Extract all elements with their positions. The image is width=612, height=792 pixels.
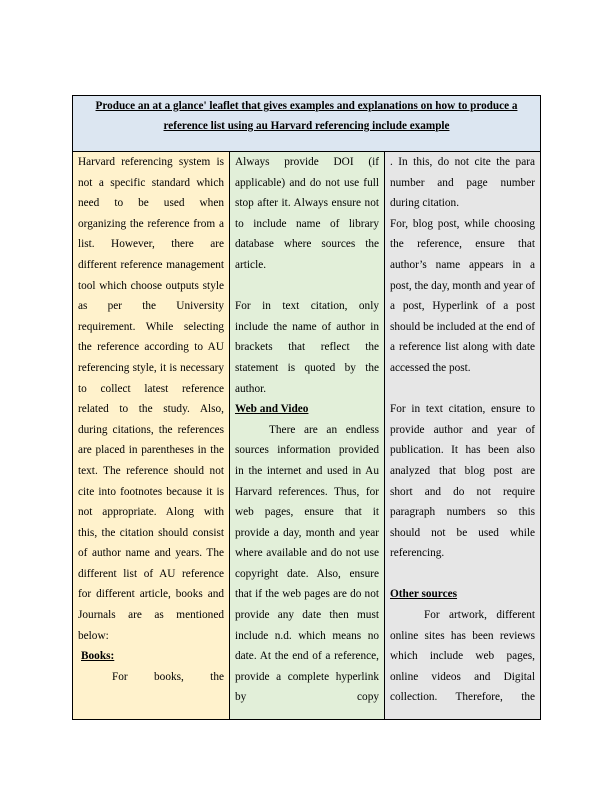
blog-post-paragraph: For, blog post, while choosing the reference, ensure that author’s name appears in a post, the day, month and year of a post, Hyperlink of a post should be included at the end of a reference list along with date accessed the post. bbox=[390, 217, 535, 374]
leaflet-title: Produce an at a glance' leaflet that gives examples and explanations on how to produce a reference list using au Harvard referencing include example bbox=[73, 96, 540, 152]
doi-paragraph: Always provide DOI (if applicable) and do not use full stop after it. Always ensure not to include name of library database where sources the article. bbox=[235, 156, 379, 271]
other-sources-heading: Other sources bbox=[390, 588, 458, 601]
para-number-paragraph: . In this, do not cite the para number and page number during citation. bbox=[390, 156, 535, 210]
books-paragraph: For books, the bbox=[112, 670, 224, 683]
leaflet-table bbox=[72, 95, 541, 720]
harvard-intro-paragraph: Harvard referencing system is not a specific standard which need to be used when organizing the reference from a list. However, there are different reference management tool which choose outputs style as per the University requirement. While selecting the reference according to AU referencing style, it is necessary to collect latest reference related to the study. Also, during citations, the references are placed in parentheses in the text. The reference should not cite into footnotes because it is not appropriate. Along with this, the citation should consist of author name and years. The different list of AU reference for different article, books and Journals are as mentioned below: bbox=[78, 156, 224, 642]
other-sources-paragraph: For artwork, different online sites has been reviews which include web pages, online videos and Digital collection. Therefore, the bbox=[390, 609, 535, 704]
web-video-paragraph: There are an endless sources information provided in the internet and used in Au Harvard references. Thus, for web pages, ensure that it provide a day, month and year where available and do not use copyright date. Also, ensure that if the web pages are do not provide any date then must include n.d. which means no date. At the end of a reference, provide a complete hyperlink by copy bbox=[235, 423, 379, 704]
column-1 bbox=[73, 152, 230, 719]
blog-in-text-paragraph: For in text citation, ensure to provide author and year of publication. It has been also analyzed that blog post are short and do not require paragraph numbers so this should not be used while referencing. bbox=[390, 403, 535, 560]
column-3 bbox=[385, 152, 540, 719]
web-video-heading: Web and Video bbox=[235, 403, 309, 416]
in-text-citation-paragraph: For in text citation, only include the name of author in brackets that reflect the statement is quoted by the author. bbox=[235, 300, 379, 395]
books-heading: Books: bbox=[81, 650, 115, 663]
column-2 bbox=[230, 152, 385, 719]
